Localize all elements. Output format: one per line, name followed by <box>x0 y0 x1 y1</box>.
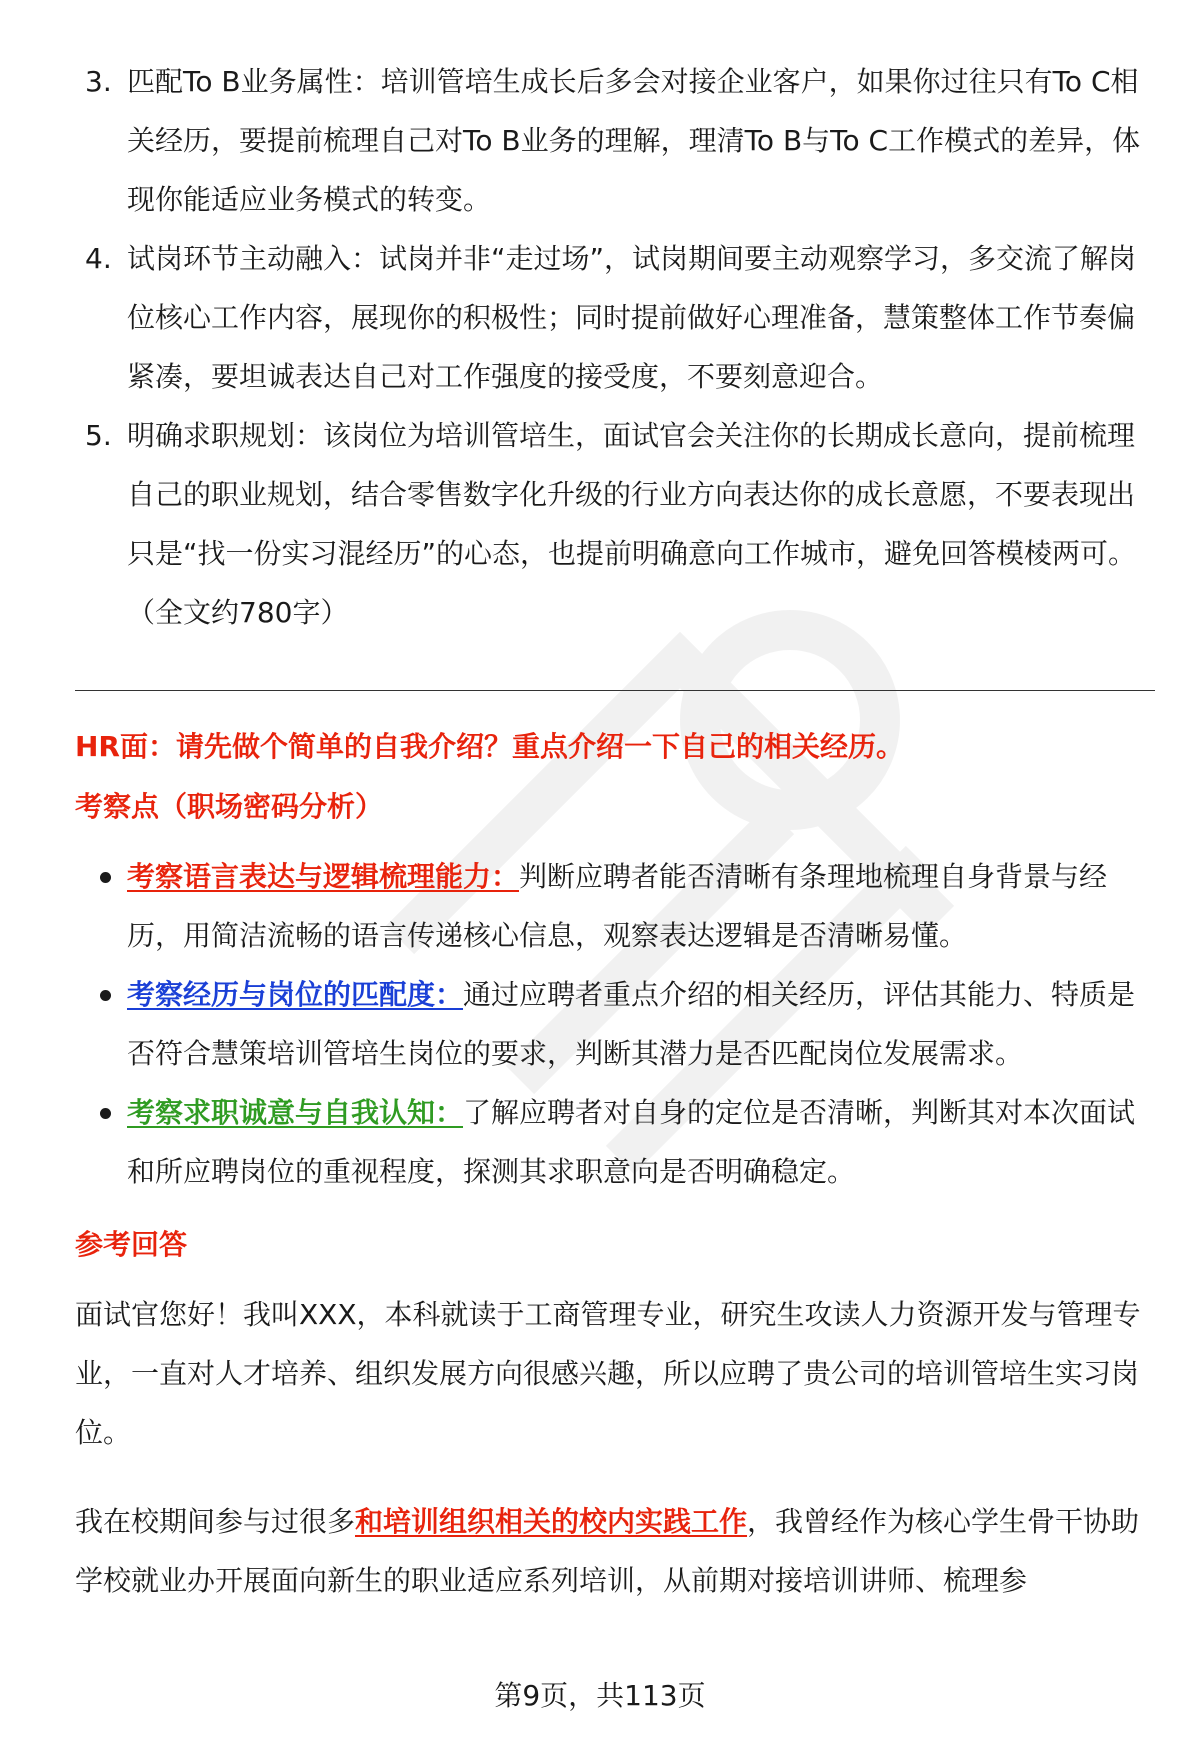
list-item <box>75 847 1155 965</box>
bullet-dot <box>100 872 111 883</box>
document-page <box>75 52 1155 1610</box>
analysis-text: 了解应聘者对自身的定位是否清晰，判断其对本次面试和所应聘岗位的重视程度，探测其求职意向是否明确稳定。 <box>127 1096 1136 1188</box>
paragraph-text: ，我曾经作为核心学生骨干协助学校就业办开展面向新生的职业适应系列培训，从前期对接培训讲师、梳理参 <box>75 1505 1140 1597</box>
item-number: 4. <box>85 242 112 275</box>
list-item <box>75 406 1155 642</box>
numbered-tips-list <box>75 52 1155 642</box>
answer-paragraph <box>75 1492 1155 1610</box>
analysis-list <box>75 847 1155 1201</box>
item-text: 匹配To B业务属性：培训管培生成长后多会对接企业客户，如果你过往只有To C相关经历，要提前梳理自己对To B业务的理解，理清To B与To C工作模式的差异，体现你能适应业务模式的转变。 <box>127 65 1141 216</box>
item-number: 5. <box>85 419 112 452</box>
item-text: 明确求职规划：该岗位为培训管培生，面试官会关注你的长期成长意向，提前梳理自己的职业规划，结合零售数字化升级的行业方向表达你的成长意愿，不要表现出只是“找一份实习混经历”的心态，也提前明确意向工作城市，避免回答模棱两可。（全文约780字） <box>127 419 1137 629</box>
bullet-dot <box>100 1108 111 1119</box>
list-item <box>75 229 1155 406</box>
answer-paragraph: 面试官您好！我叫XXX，本科就读于工商管理专业，研究生攻读人力资源开发与管理专业，一直对人才培养、组织发展方向很感兴趣，所以应聘了贵公司的培训管培生实习岗位。 <box>75 1298 1141 1449</box>
analysis-heading: 考察点（职场密码分析） <box>75 790 384 823</box>
analysis-text: 判断应聘者能否清晰有条理地梳理自身背景与经历，用简洁流畅的语言传递核心信息，观察表达逻辑是否清晰易懂。 <box>127 860 1108 952</box>
interview-question: HR面：请先做个简单的自我介绍？重点介绍一下自己的相关经历。 <box>75 730 904 763</box>
list-item <box>75 52 1155 229</box>
page-footer: 第9页，共113页 <box>494 1679 706 1712</box>
analysis-keyword: 考察经历与岗位的匹配度： <box>127 978 464 1011</box>
list-item <box>75 965 1155 1083</box>
item-number: 3. <box>85 65 112 98</box>
bullet-dot <box>100 990 111 1001</box>
item-text: 试岗环节主动融入：试岗并非“走过场”，试岗期间要主动观察学习，多交流了解岗位核心工作内容，展现你的积极性；同时提前做好心理准备，慧策整体工作节奏偏紧凑，要坦诚表达自己对工作强度的接受度，不要刻意迎合。 <box>127 242 1137 393</box>
section-divider <box>75 690 1155 691</box>
analysis-text: 通过应聘者重点介绍的相关经历，评估其能力、特质是否符合慧策培训管培生岗位的要求，判断其潜力是否匹配岗位发展需求。 <box>127 978 1136 1070</box>
list-item <box>75 1083 1155 1201</box>
analysis-keyword: 考察语言表达与逻辑梳理能力： <box>127 860 520 893</box>
analysis-keyword: 考察求职诚意与自我认知： <box>127 1096 464 1129</box>
answer-heading: 参考回答 <box>75 1228 188 1261</box>
highlighted-phrase: 和培训组织相关的校内实践工作 <box>355 1505 748 1538</box>
paragraph-text: 我在校期间参与过很多 <box>75 1505 356 1538</box>
